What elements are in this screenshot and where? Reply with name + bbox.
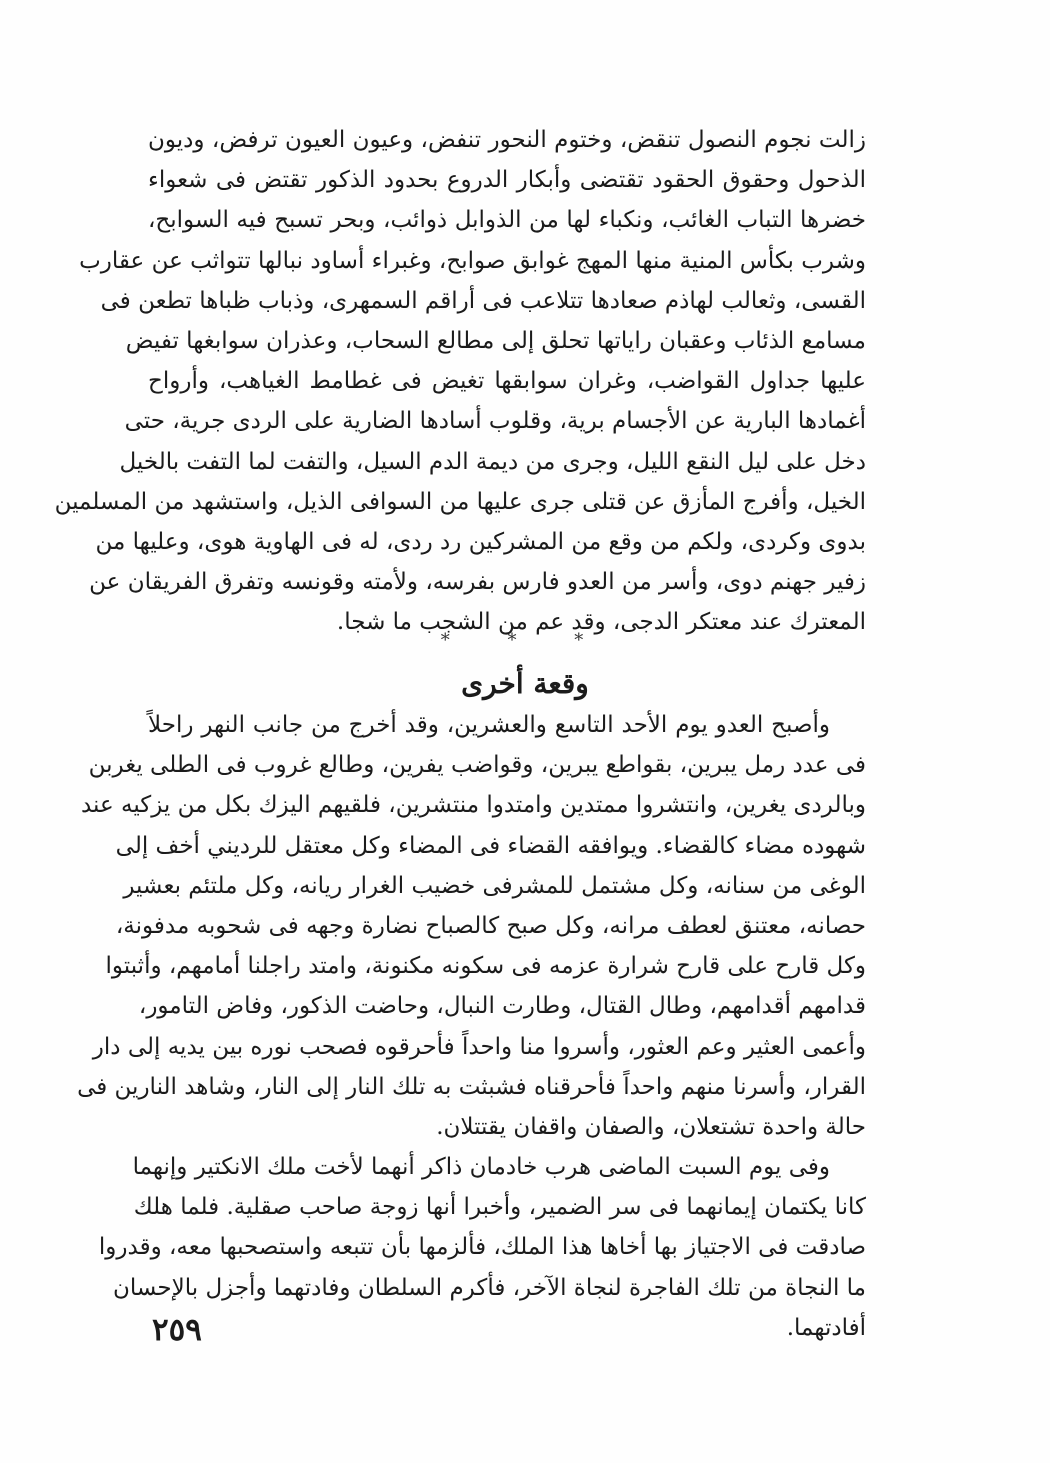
text-line: وأصبح العدو يوم الأحد التاسع والعشرين، وقد أخرج من جانب النهر راحلاً	[148, 712, 830, 738]
section-separator: * * *	[440, 630, 610, 651]
text-line: وفى يوم السبت الماضى هرب خادمان ذاكر أنهما لأخت ملك الانكتير وإنهما	[132, 1154, 830, 1181]
text-line: زفير جهنم دوى، وأسر من العدو فارس بفرسه، ولأمته وقونسه وتفرق الفريقان عن	[89, 569, 866, 596]
text-line: شهوده مضاء كالقضاء. ويوافقه القضاء فى المضاء وكل معتقل للرديني أخف إلى	[115, 832, 866, 859]
text-line: بدوى وكردى، ولكم من وقع من المشركين رد ردى، له فى الهاوية هوى، وعليها من	[95, 528, 866, 555]
paragraph-2-and-3	[77, 705, 866, 1348]
paragraph-1	[54, 120, 866, 642]
text-line: وشرب بكأس المنية منها المهج غوابق صوابح، وغبراء أساود نبالها تتواثب عن عقارب	[79, 247, 866, 274]
text-line: حصانه، معتنق لعطف مرانه، وكل صبح كالصباح نضارة وجهه فى شحوبه مدفونة،	[115, 912, 866, 939]
text-line: ما النجاة من تلك الفاجرة لنجاة الآخر، فأكرم السلطان وفادتهما وأجزل بالإحسان	[112, 1274, 866, 1301]
text-line: أفادتهما.	[786, 1314, 866, 1341]
text-line: كانا يكتمان إيمانهما فى سر الضمير، وأخبرا أنها زوجة صاحب صقلية. فلما هلك	[133, 1194, 866, 1221]
text-line: الوغى من سنانه، وكل مشتمل للمشرفى خضيب الغرار ريانه، وكل ملتئم بعشير	[123, 872, 866, 899]
text-line: مسامع الذئاب وعقبان راياتها تحلق إلى مطالع السحاب، وعذران سوابغها تفيض	[125, 327, 866, 354]
text-line: صادقت فى الاجتياز بها أخاها هذا الملك، فألزمها بأن تتبعه واستصحبها معه، وقدروا	[98, 1234, 866, 1261]
text-line: قدامهم أقدامهم، وطال القتال، وطارت النبال، وحاضت الذكور، وفاض التامور،	[138, 993, 866, 1020]
text-line: وكل قارح على قارح شرارة عزمه فى سكونه مكنونة، وامتد راجلنا أمامهم، وأثبتوا	[105, 953, 866, 980]
section-heading: وقعة أخرى	[461, 667, 589, 700]
text-line: القسى، وثعالب لهاذم صعادها تتلاعب فى أراقم السمهرى، وذباب ظباها تطعن فى	[100, 287, 866, 314]
text-line: القرار، وأسرنا منهم واحداً فأحرقناه فشبثت به تلك النار إلى النار، وشاهد النارين فى	[77, 1073, 866, 1100]
text-line: الذحول وحقوق الحقود تقتضى وأبكار الدروع بحدود الذكور تقتض فى شعواء	[148, 167, 866, 194]
text-line: المعترك عند معتكر الدجى، وقد عم من الشجب ما شجا.	[336, 609, 866, 636]
text-line: دخل على ليل النقع الليل، وجرى من ديمة الدم السيل، والتفت لما التفت بالخيل	[119, 448, 866, 475]
text-line: أغمادها البارية عن الأجسام برية، وقلوب أسادها الضارية على الردى جرية، حتى	[124, 408, 866, 435]
text-line: خضرها التباب الغائب، ونكباء لها من الذوابل ذوائب، وبحر تسبح فيه السوابح،	[148, 207, 866, 234]
page-number: ٢٥٩	[152, 1312, 202, 1348]
text-line: الخيل، وأفرج المأزق عن قتلى جرى عليها من السوافى الذيل، واستشهد من المسلمين	[54, 488, 866, 515]
text-line: حالة واحدة تشتعلان، والصفان واقفان يقتتلان.	[436, 1113, 866, 1140]
text-line: وبالردى يغرين، وانتشروا ممتدين وامتدوا منتشرين، فلقيهم اليزك بكل من يزكيه عند	[80, 792, 866, 819]
text-line: وأعمى العثير وعم العثور، وأسروا منا واحداً فأحرقوه فصحب نوره بين يديه إلى دار	[92, 1033, 866, 1060]
text-line: فى عدد رمل يبرين، بقواطع يبرين، وقواضب يفرين، وطالع غروب فى الطلى يغربن	[88, 752, 866, 779]
text-line: زالت نجوم النصول تنقض، وختوم النحور تنفض، وعيون العيون ترفض، وديون	[148, 127, 866, 153]
text-line: عليها جداول القواضب، وغران سوابقها تغيض فى غطامط الغياهب، وأرواح	[148, 368, 866, 395]
